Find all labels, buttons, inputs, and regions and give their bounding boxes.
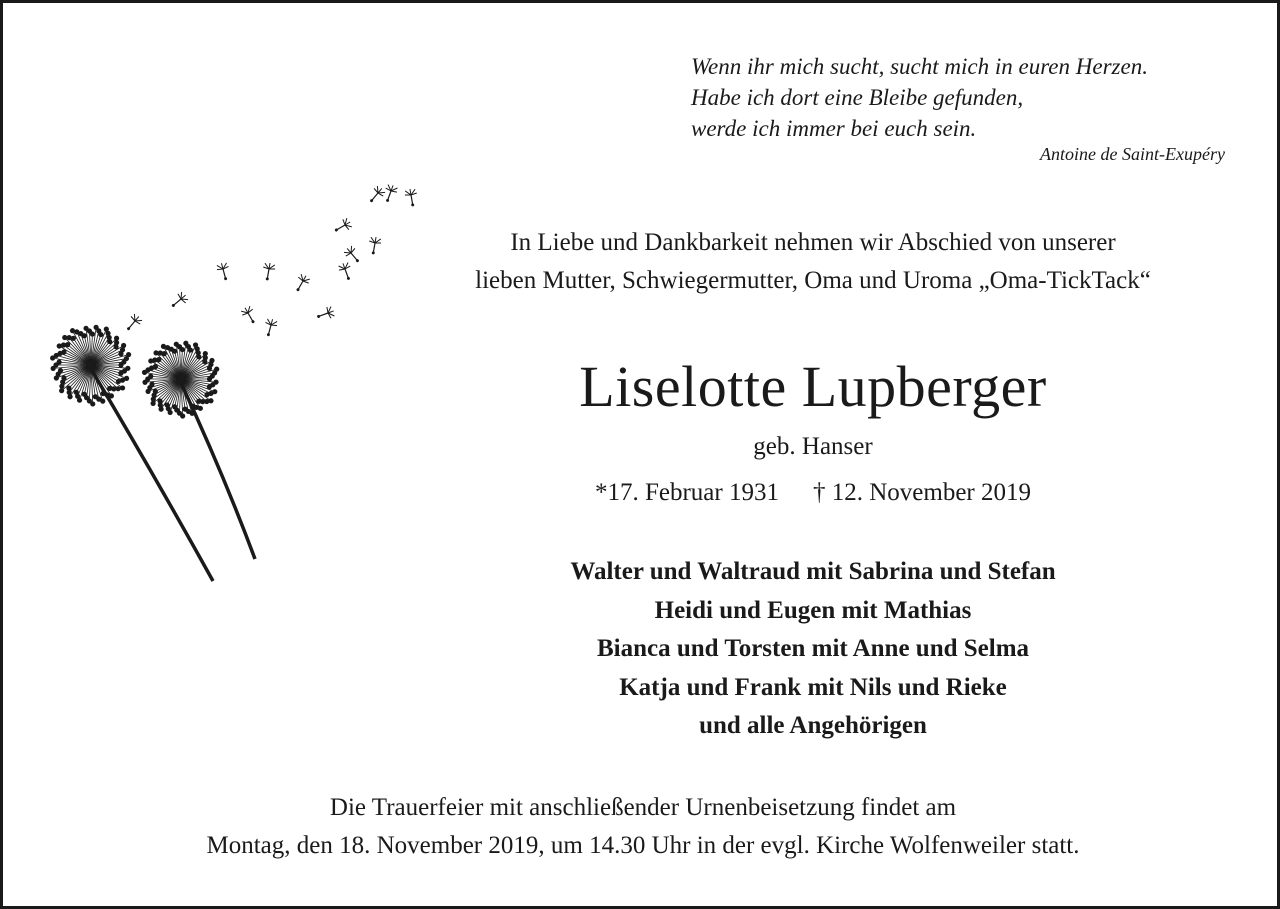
maiden-name: geb. Hanser (753, 433, 873, 460)
quote-author: Antoine de Saint-Exupéry (1040, 144, 1225, 164)
quote-line: werde ich immer bei euch sein. (691, 116, 977, 141)
family-line: Heidi und Eugen mit Mathias (654, 596, 972, 624)
dandelion-head (142, 341, 219, 419)
dandelion-icon (33, 173, 433, 593)
life-dates (523, 479, 1103, 507)
dandelion-head (50, 325, 131, 407)
quote-line: Habe ich dort eine Bleibe gefunden, (691, 85, 1024, 110)
ceremony-info (43, 789, 1243, 865)
family-line: Bianca und Torsten mit Anne und Selma (596, 635, 1030, 662)
ceremony-line: Montag, den 18. November 2019, um 14.30 Uhr in der evgl. Kirche Wolfenweiler statt. (206, 832, 1080, 859)
family-line: Katja und Frank mit Nils und Rieke (619, 673, 1007, 701)
intro-line: lieben Mutter, Schwiegermutter, Oma und Uroma „Oma-TickTack“ (475, 267, 1151, 294)
intro-text (383, 224, 1243, 300)
family-line: und alle Angehörigen (699, 712, 927, 739)
intro-line: In Liebe und Dankbarkeit nehmen wir Abschied von unserer (510, 229, 1116, 256)
flying-seeds (123, 183, 419, 337)
quote (691, 51, 1231, 144)
family-list (443, 553, 1183, 746)
family-line: Walter und Waltraud mit Sabrina und Stefan (570, 558, 1056, 585)
quote-line: Wenn ihr mich sucht, sucht mich in euren Herzen. (691, 54, 1148, 79)
birth-date: *17. Februar 1931 (594, 479, 779, 506)
deceased-name: Liselotte Lupberger (579, 354, 1047, 419)
ceremony-line: Die Trauerfeier mit anschließender Urnenbeisetzung findet am (329, 794, 957, 821)
death-date: † 12. November 2019 (812, 479, 1032, 506)
